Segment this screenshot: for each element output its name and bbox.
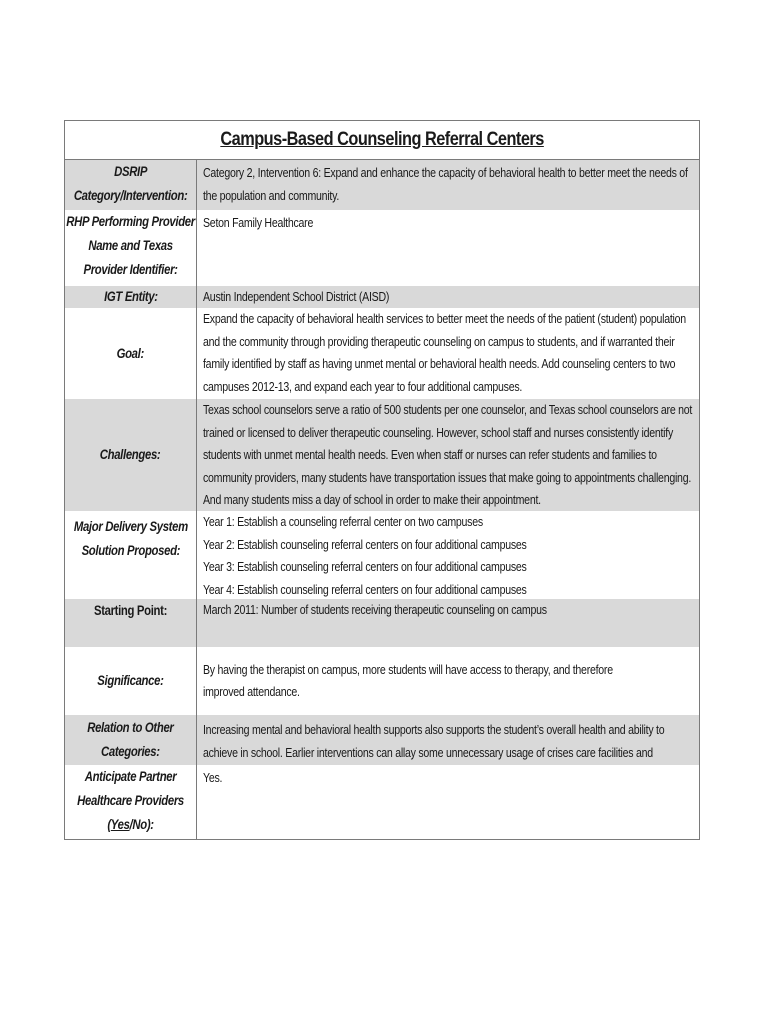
label-partner-yes: Yes [110, 817, 130, 832]
value-challenges-text: Texas school counselors serve a ratio of 500 students per one counselor, and Texas school counselors are not trained or licensed to deliver therapeutic counseling. However, school staff and nurses consistently identify students with unmet mental health needs. Even when staff or nurses can refer students and families to community providers, many students have transportation issues that make going to appointments challenging. And many students miss a day of school in order to make their appointment. [203, 403, 693, 507]
delivery-year-3: Year 3: Establish counseling referral centers on four additional campuses [203, 560, 527, 574]
label-partner-line1: Anticipate Partner [84, 769, 177, 784]
label-rhp [65, 210, 197, 286]
label-significance [65, 647, 197, 715]
delivery-year-2: Year 2: Establish counseling referral centers on four additional campuses [203, 537, 527, 552]
row-starting-point [65, 599, 699, 647]
row-significance [65, 647, 699, 715]
value-partner [197, 765, 699, 839]
value-significance [197, 647, 699, 715]
value-igt [197, 286, 699, 308]
label-relation-line1: Relation to Other [87, 720, 174, 735]
value-relation [197, 715, 699, 765]
label-goal-text: Goal: [116, 345, 145, 361]
label-rhp-line3: Provider Identifier: [83, 262, 178, 277]
value-rhp [197, 210, 699, 286]
value-dsrip [197, 160, 699, 210]
value-igt-text: Austin Independent School District (AISD) [203, 290, 390, 304]
label-rhp-line1: RHP Performing Provider [66, 214, 195, 229]
row-delivery-system [65, 511, 699, 599]
value-delivery [197, 511, 699, 599]
label-challenges [65, 399, 197, 511]
label-relation [65, 715, 197, 765]
label-dsrip [65, 160, 197, 210]
value-partner-text: Yes. [203, 771, 223, 785]
row-igt-entity [65, 286, 699, 308]
label-starting-point [65, 599, 197, 647]
row-goal [65, 308, 699, 399]
label-relation-line2: Categories: [101, 744, 160, 759]
value-starting-point [197, 599, 699, 647]
label-dsrip-line1: DSRIP [114, 164, 147, 179]
label-significance-text: Significance: [97, 673, 164, 688]
label-delivery [65, 511, 197, 599]
label-igt-text: IGT Entity: [103, 289, 158, 304]
label-partner [65, 765, 197, 839]
delivery-year-1: Year 1: Establish a counseling referral center on two campuses [203, 515, 483, 529]
value-significance-text: By having the therapist on campus, more students will have access to therapy, and therefore improved attendance. [203, 662, 613, 699]
value-dsrip-text: Category 2, Intervention 6: Expand and enhance the capacity of behavioral health to better meet the needs of the population and community. [203, 166, 688, 203]
label-partner-open: ( [107, 817, 111, 832]
row-dsrip [65, 160, 699, 210]
document-title: Campus-Based Counseling Referral Centers [220, 129, 544, 150]
label-challenges-text: Challenges: [100, 447, 161, 462]
label-goal [65, 308, 197, 399]
label-dsrip-line2: Category/Intervention: [73, 188, 188, 203]
value-goal [197, 308, 699, 399]
label-starting-point-text: Starting Point: [93, 603, 168, 618]
label-igt [65, 286, 197, 308]
label-delivery-line2: Solution Proposed: [81, 543, 180, 558]
label-partner-close: /No): [129, 817, 154, 832]
label-partner-line2: Healthcare Providers [77, 793, 184, 808]
delivery-year-4: Year 4: Establish counseling referral centers on four additional campuses [203, 582, 527, 597]
value-rhp-text: Seton Family Healthcare [203, 216, 314, 230]
label-rhp-line2: Name and Texas [88, 238, 173, 253]
row-challenges [65, 399, 699, 511]
value-relation-text: Increasing mental and behavioral health supports also supports the student’s overall health and ability to achieve in school. Earlier interventions can allay some unnecessary usage of crises care facilities and [203, 723, 665, 760]
row-rhp-provider [65, 210, 699, 286]
referral-center-form [64, 120, 700, 840]
row-relation [65, 715, 699, 765]
value-challenges [197, 399, 699, 511]
title-row [65, 121, 699, 160]
value-starting-point-text: March 2011: Number of students receiving therapeutic counseling on campus [203, 603, 547, 617]
label-delivery-line1: Major Delivery System [73, 519, 188, 534]
row-partner [65, 765, 699, 839]
value-goal-text: Expand the capacity of behavioral health services to better meet the needs of the patient (student) population and the community through providing therapeutic counseling on campus to students, and if warranted their family identified by staff as having unmet mental or behavioral health needs. Add counseling centers to two campuses 2012-13, and expand each year to four additional campuses. [203, 312, 686, 394]
